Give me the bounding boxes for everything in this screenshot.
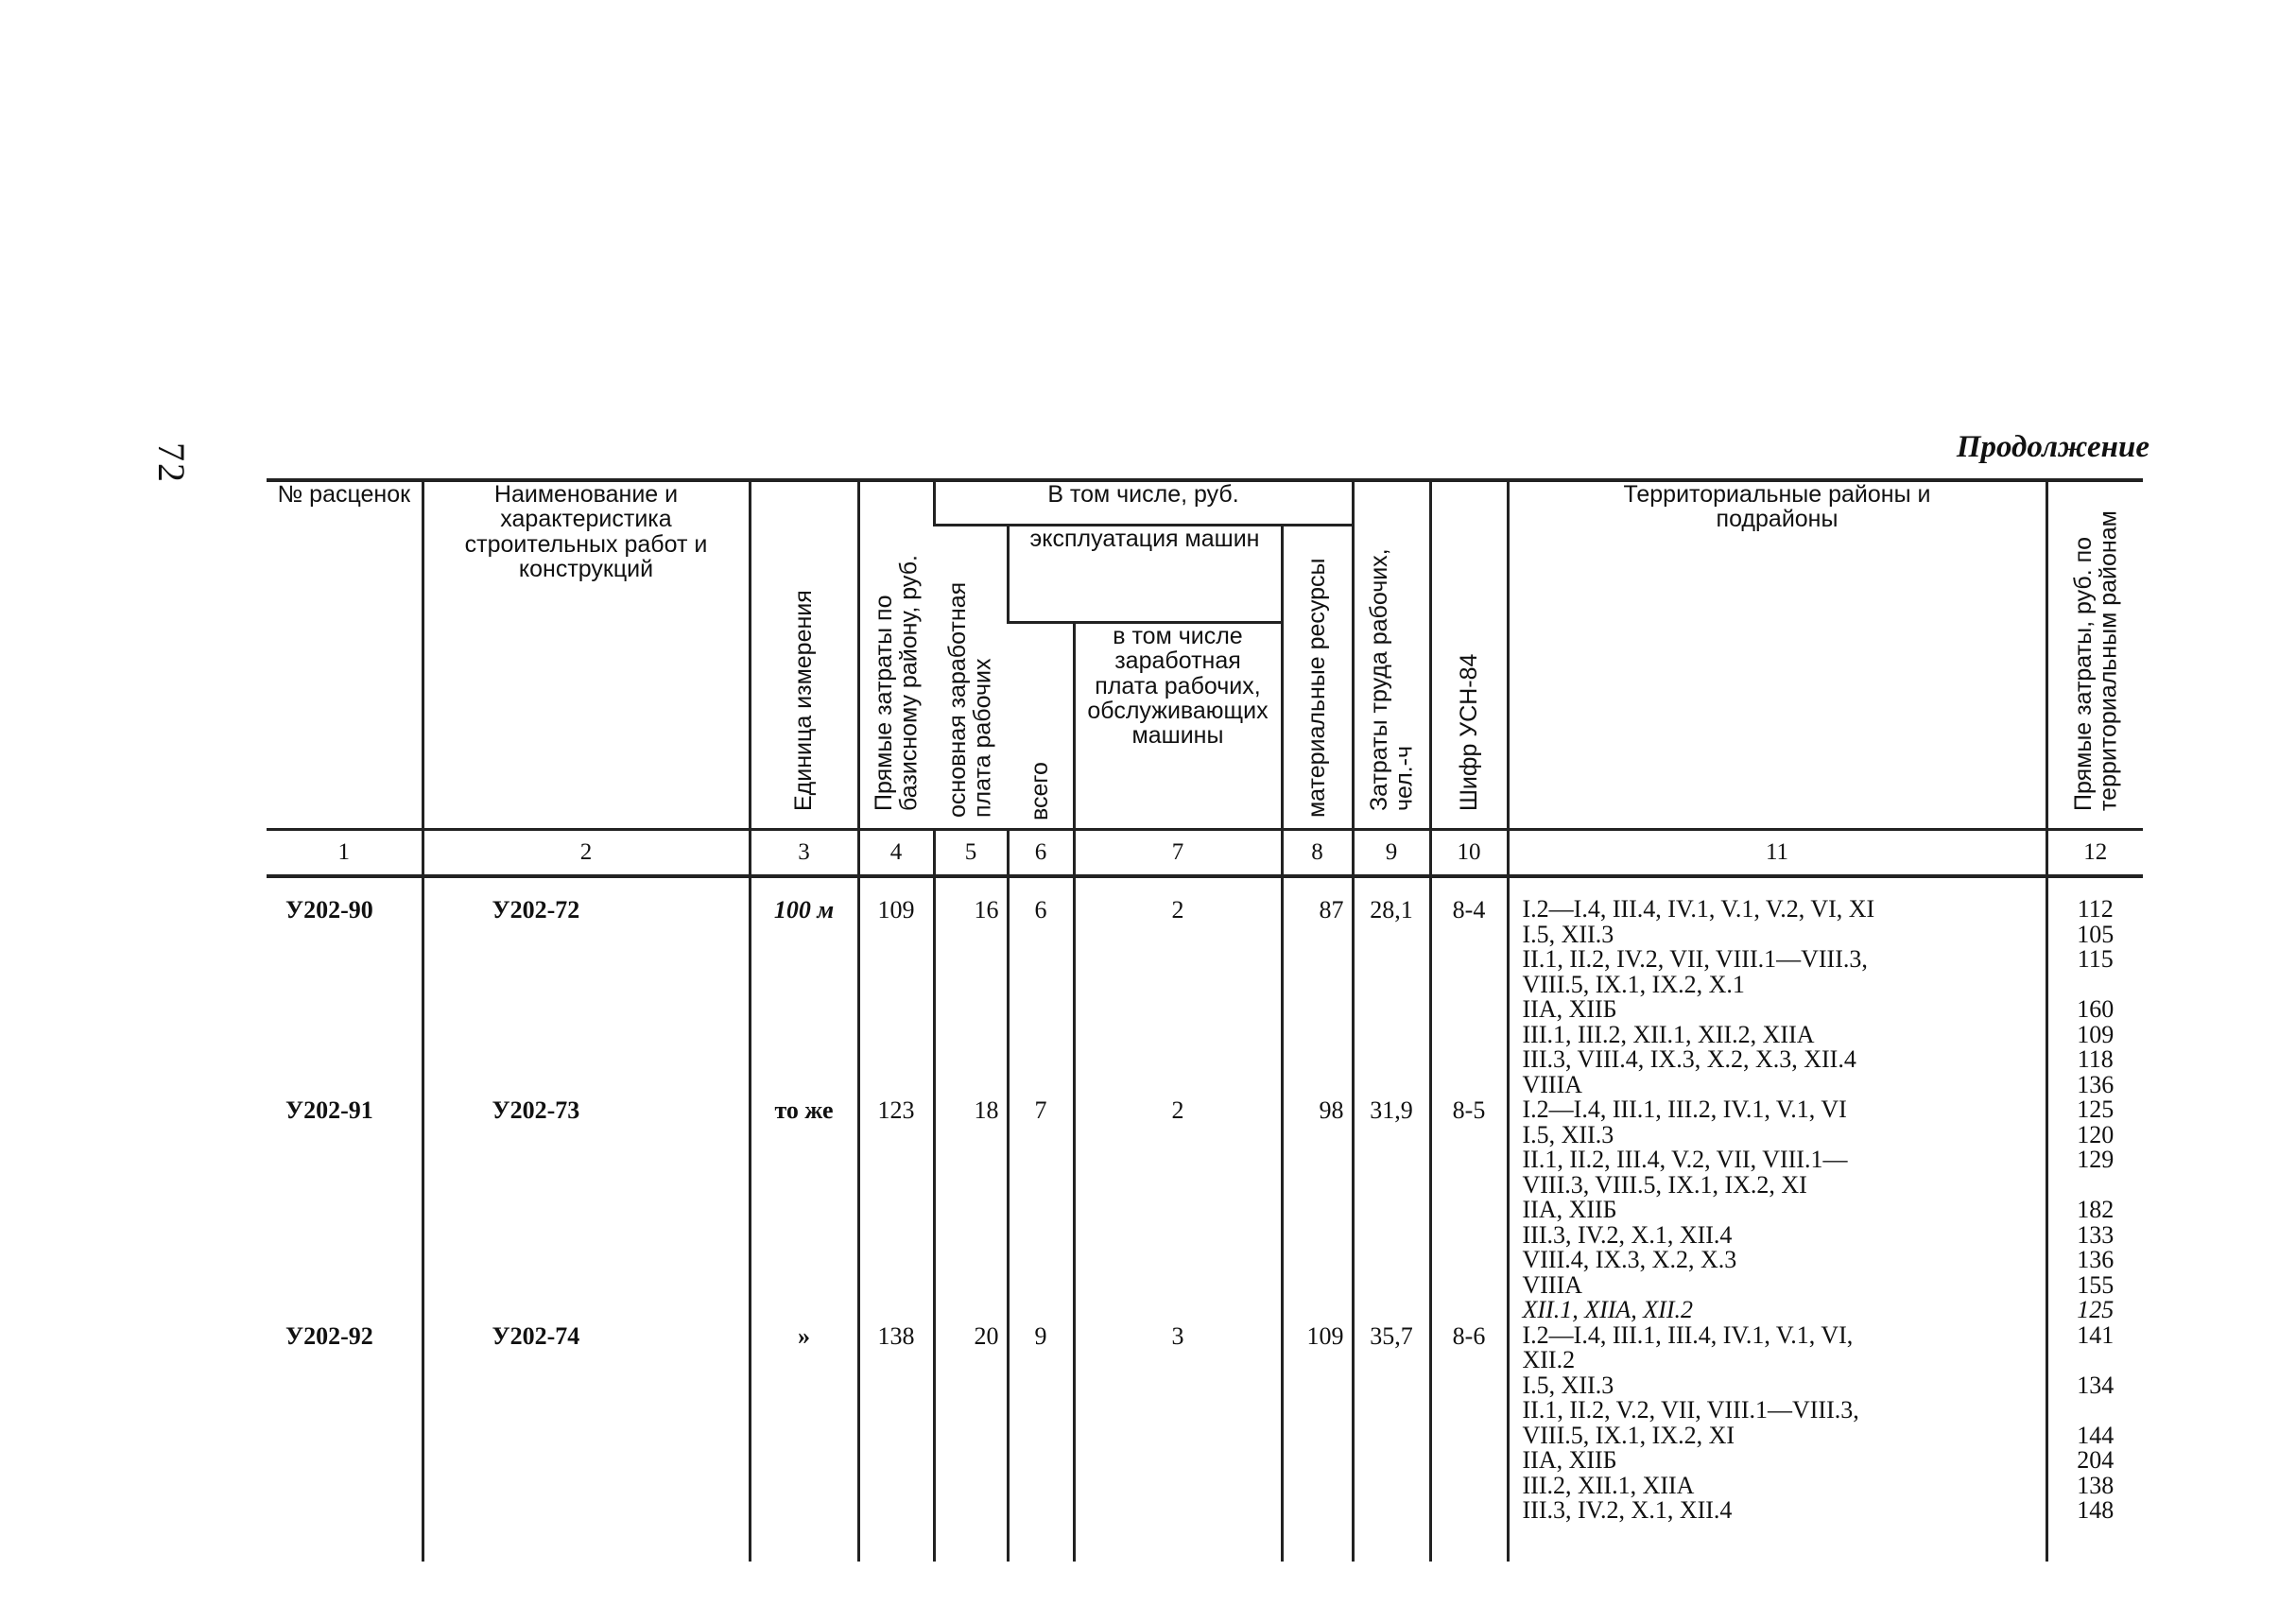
price-table [267, 478, 2143, 1562]
header-wage: основная заработная плата рабочих [944, 581, 996, 818]
header-unit: Единица измерения [750, 480, 858, 830]
header-cipher: Шифр УСН-84 [1430, 480, 1508, 830]
regions-list: I.2—I.4, III.1, III.2, IV.1, V.1, VI I.5, XII.3 II.1, II.2, III.4, V.2, VII, VIII.1— VIII.3, VIII.5, IX.1, IX.2, XI IIА, XIIБ III.3, IV.2, X.1, XII.4 VIII.4, IX.3, X.2, X.3 VIIIА XII.1, XIIА, XII.2 [1508, 1097, 2046, 1323]
table-row: У202-92 У202-74 » 138 20 9 3 109 35,7 8-6 I.2—I.4, III.1, III.4, IV.1, V.1, VI, XII.2 I.5, XII.3 II.1, II.2, V.2, VII, VIII.1—VIII.3, VIII.5, IX.1, IX.2, XI IIА, XIIБ III.2, XII.1, XIIА III.3, IV.2, X.1, XII.4 141 134 144 204 138 148 [267, 1323, 2143, 1524]
region-prices: 125 120 129 182 133 136 155 125 [2046, 1097, 2143, 1323]
table-body [267, 897, 2143, 1562]
header-machines: эксплуатация машин [1008, 526, 1282, 623]
header-regions: Территориальные районы и подрайоны [1508, 480, 2046, 830]
region-prices: 112 105 115 160 109 118 136 [2046, 897, 2143, 1097]
header-region-prices: Прямые затраты, руб. по территориальным районам [2046, 480, 2143, 830]
region-prices: 141 134 144 204 138 148 [2046, 1323, 2143, 1524]
header-labor: Затраты труда рабочих, чел.-ч [1353, 480, 1430, 830]
header-code: № расценок [267, 480, 423, 830]
header-mach-total: всего [1027, 762, 1054, 820]
header-mach-wage: в том числе заработная плата рабочих, обслуживающих машины [1074, 623, 1282, 830]
table-row: У202-90 У202-72 100 м 109 16 6 2 87 28,1 8-4 I.2—I.4, III.4, IV.1, V.1, V.2, VI, XI I.5, XII.3 II.1, II.2, IV.2, VII, VIII.1—VIII.3, VIII.5, IX.1, IX.2, X.1 IIА, XIIБ III.1, III.2, XII.1, XII.2, XIIА III.3, VIII.4, IX.3, X.2, X.3, XII.4 VIIIА 112 105 115 160 109 118 136 [267, 897, 2143, 1097]
header-materials: материальные ресурсы [1282, 526, 1353, 830]
header-group: В том числе, руб. [934, 480, 1353, 526]
table-row: У202-91 У202-73 то же 123 18 7 2 98 31,9 8-5 I.2—I.4, III.1, III.2, IV.1, V.1, VI I.5, XII.3 II.1, II.2, III.4, V.2, VII, VIII.1— VIII.3, VIII.5, IX.1, IX.2, XI IIА, XIIБ III.3, IV.2, X.1, XII.4 VIII.4, IX.3, X.2, X.3 VIIIА XII.1, XIIА, XII.2 125 120 129 182 133 136 155 125 [267, 1097, 2143, 1323]
column-number-row: 1 2 3 4 5 6 7 8 9 10 11 12 [267, 830, 2143, 877]
regions-list: I.2—I.4, III.4, IV.1, V.1, V.2, VI, XI I.5, XII.3 II.1, II.2, IV.2, VII, VIII.1—VIII.3, VIII.5, IX.1, IX.2, X.1 IIА, XIIБ III.1, III.2, XII.1, XII.2, XIIА III.3, VIII.4, IX.3, X.2, X.3, XII.4 VIIIА [1508, 897, 2046, 1097]
regions-list: I.2—I.4, III.1, III.4, IV.1, V.1, VI, XII.2 I.5, XII.3 II.1, II.2, V.2, VII, VIII.1—VIII.3, VIII.5, IX.1, IX.2, XI IIА, XIIБ III.2, XII.1, XIIА III.3, IV.2, X.1, XII.4 [1508, 1323, 2046, 1524]
header-direct: Прямые затраты по базисному району, руб. [858, 480, 934, 830]
header-name: Наименование и характеристика строительных работ и конструкций [423, 480, 750, 830]
page-number: 72 [150, 442, 193, 484]
continuation-label: Продолжение [1956, 430, 2149, 464]
